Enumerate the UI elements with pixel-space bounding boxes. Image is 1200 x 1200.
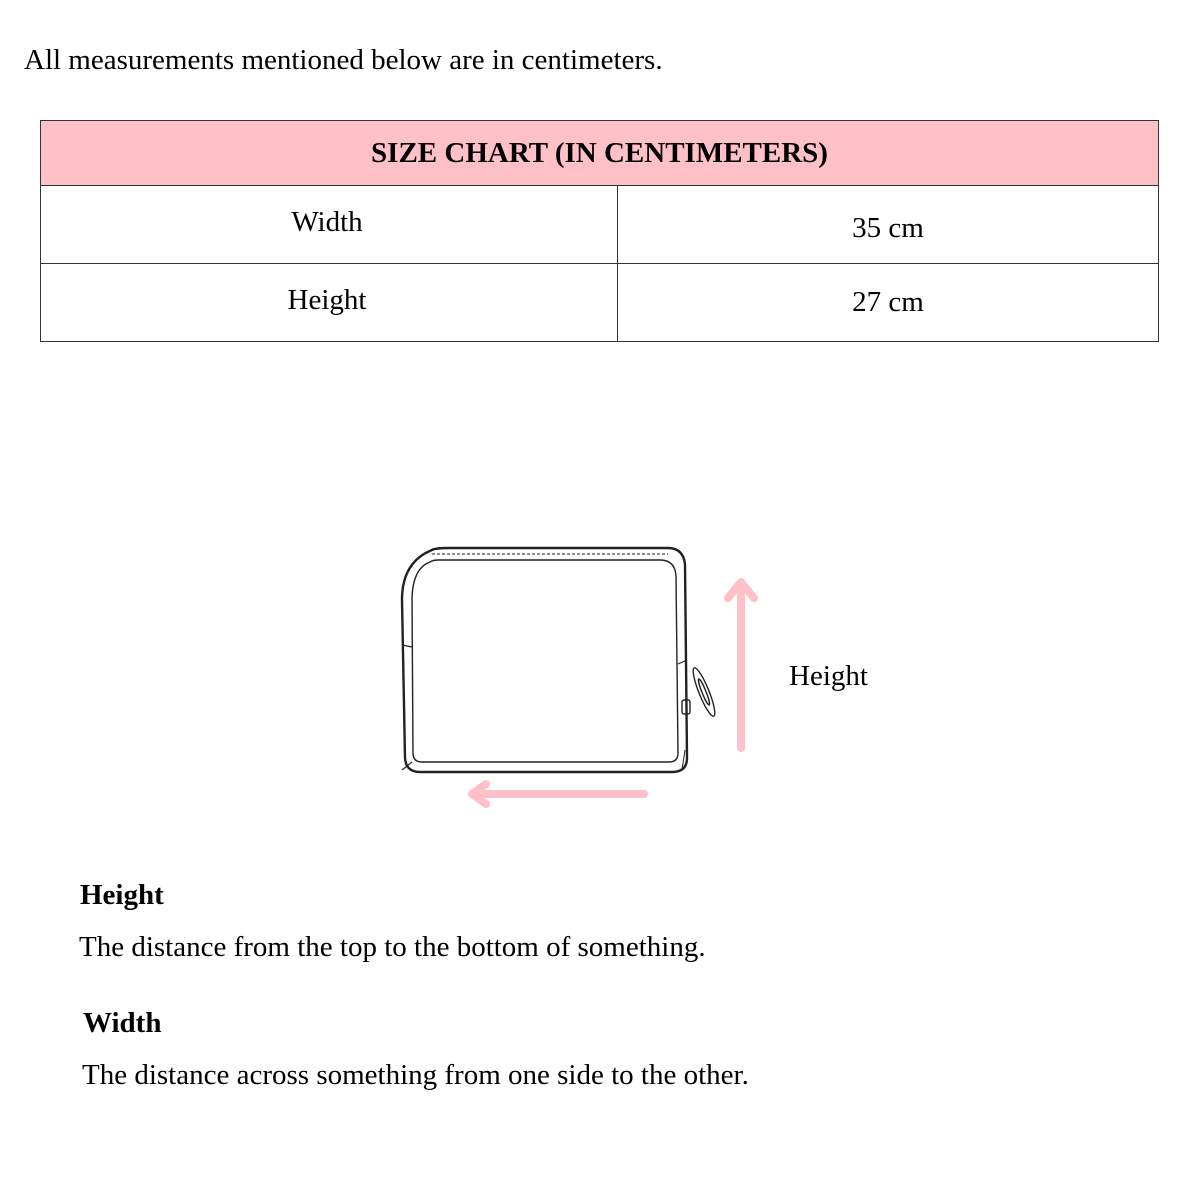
intro-text: All measurements mentioned below are in centimeters. <box>24 44 663 76</box>
pouch-illustration <box>390 540 770 840</box>
table-row <box>41 186 1159 264</box>
height-arrow <box>728 582 754 748</box>
definition-term: Width <box>83 1007 162 1039</box>
pouch-outline <box>402 548 687 772</box>
width-arrow <box>472 784 644 804</box>
size-chart-header-row <box>41 121 1159 186</box>
row-value: 27 cm <box>852 286 924 318</box>
row-label: Width <box>291 206 363 238</box>
height-arrow-label: Height <box>789 660 868 692</box>
row-value: 35 cm <box>852 212 924 244</box>
definition-text: The distance from the top to the bottom of something. <box>79 931 706 963</box>
size-chart-header: SIZE CHART (IN CENTIMETERS) <box>41 121 1159 186</box>
size-chart-table <box>40 120 1159 342</box>
definition-term: Height <box>80 879 164 911</box>
row-label-cell <box>41 264 618 342</box>
row-label: Height <box>287 284 367 316</box>
definition-text: The distance across something from one side to the other. <box>82 1059 749 1091</box>
row-value-cell <box>618 264 1159 342</box>
row-value-cell <box>618 186 1159 264</box>
row-label-cell <box>41 186 618 264</box>
table-row <box>41 264 1159 342</box>
